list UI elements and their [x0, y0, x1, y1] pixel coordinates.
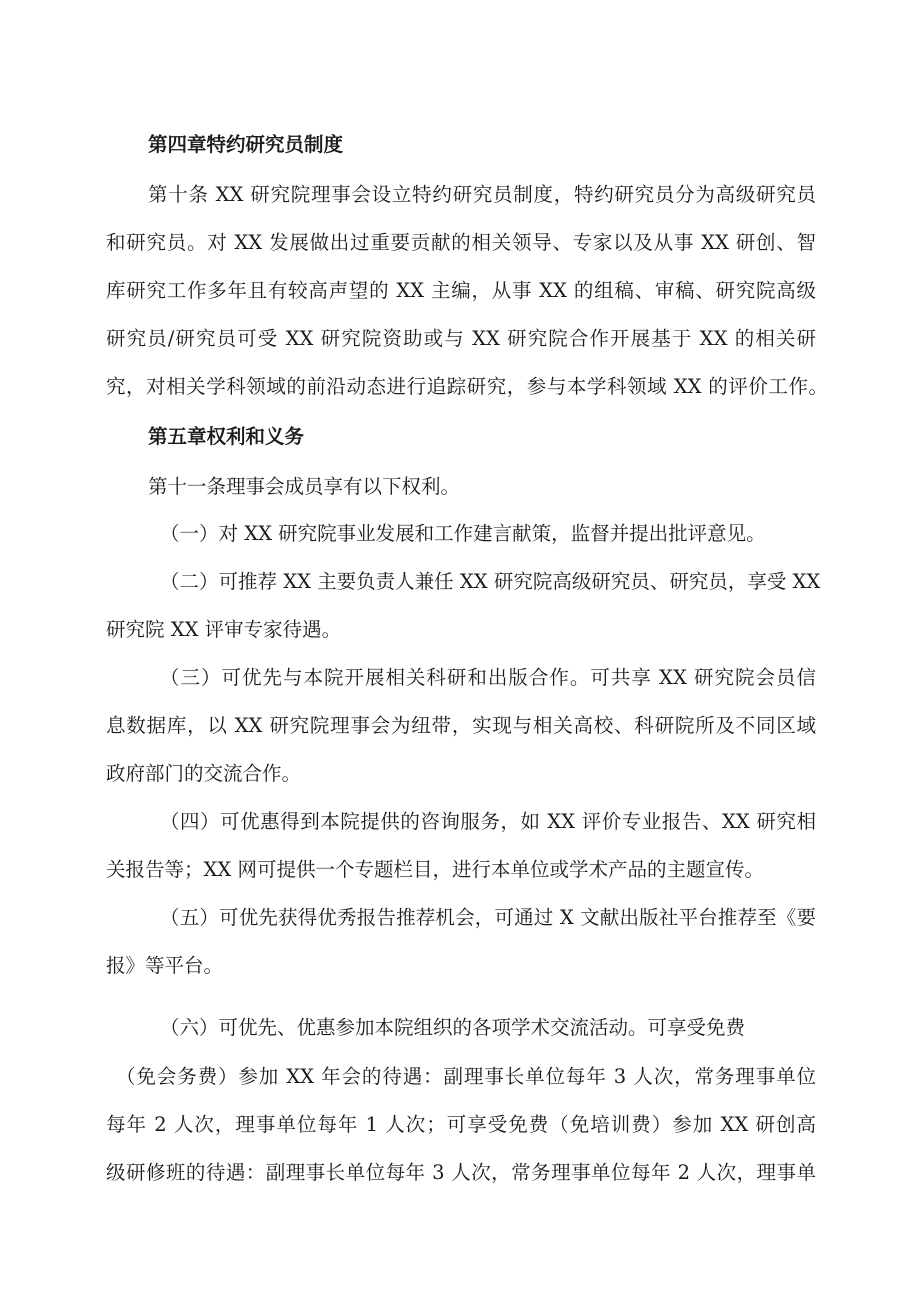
article-10-line-4: 研究员/研究员可受 XX 研究院资助或与 XX 研究院合作开展基于 XX 的相关研: [106, 327, 816, 350]
right-item-3-line-2: 息数据库，以 XX 研究院理事会为纽带，实现与相关高校、科研院所及不同区域: [106, 714, 816, 737]
right-item-4-line-2: 关报告等；XX 网可提供一个专题栏目，进行本单位或学术产品的主题宣传。: [106, 858, 764, 881]
right-item-3-line-3: 政府部门的交流合作。: [106, 762, 302, 785]
article-10-line-1: 第十条 XX 研究院理事会设立特约研究员制度，特约研究员分为高级研究员: [148, 183, 816, 206]
article-10-line-3: 库研究工作多年且有较高声望的 XX 主编，从事 XX 的组稿、审稿、研究院高级: [106, 279, 816, 302]
right-item-2-line-1: （二）可推荐 XX 主要负责人兼任 XX 研究院高级研究员、研究员，享受 XX: [160, 570, 821, 593]
article-10-line-2: 和研究员。对 XX 发展做出过重要贡献的相关领导、专家以及从事 XX 研创、智: [106, 231, 816, 254]
right-item-1: （一）对 XX 研究院事业发展和工作建言献策，监督并提出批评意见。: [160, 522, 766, 545]
chapter-4-heading: 第四章特约研究员制度: [148, 133, 344, 156]
right-item-6-line-2: （免会务费）参加 XX 年会的待遇：副理事长单位每年 3 人次，常务理事单位: [116, 1065, 816, 1088]
right-item-5-line-1: （五）可优先获得优秀报告推荐机会，可通过 X 文献出版社平台推荐至《要: [160, 906, 816, 929]
article-10-line-5: 究，对相关学科领域的前沿动态进行追踪研究，参与本学科领域 XX 的评价工作。: [106, 375, 828, 398]
right-item-6-line-3: 每年 2 人次，理事单位每年 1 人次；可享受免费（免培训费）参加 XX 研创高: [106, 1113, 816, 1136]
right-item-3-line-1: （三）可优先与本院开展相关科研和出版合作。可共享 XX 研究院会员信: [160, 666, 816, 689]
article-11: 第十一条理事会成员享有以下权利。: [148, 475, 461, 498]
right-item-4-line-1: （四）可优惠得到本院提供的咨询服务，如 XX 评价专业报告、XX 研究相: [160, 810, 816, 833]
chapter-5-heading: 第五章权利和义务: [148, 425, 305, 448]
right-item-6-line-1: （六）可优先、优惠参加本院组织的各项学术交流活动。可享受免费: [160, 1016, 746, 1039]
right-item-5-line-2: 报》等平台。: [106, 954, 224, 977]
right-item-2-line-2: 研究院 XX 评审专家待遇。: [106, 618, 342, 641]
right-item-6-line-4: 级研修班的待遇：副理事长单位每年 3 人次，常务理事单位每年 2 人次，理事单: [106, 1161, 816, 1184]
